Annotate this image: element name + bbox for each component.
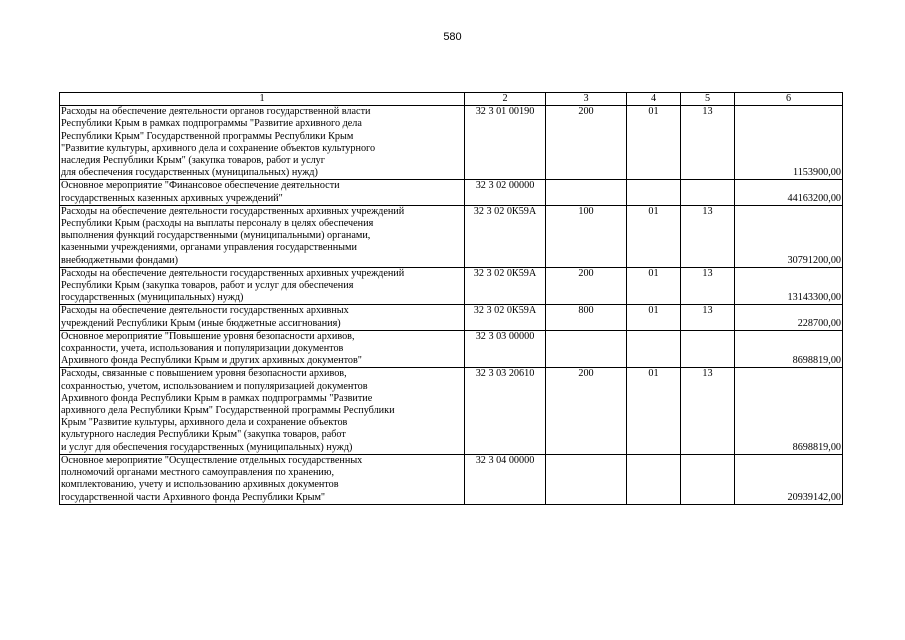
row-section: 01 xyxy=(627,267,681,305)
row-code: 32 3 02 00000 xyxy=(465,180,546,205)
table-row xyxy=(60,454,843,504)
row-code: 32 3 02 0К59А xyxy=(465,305,546,330)
row-description: Расходы, связанные с повышением уровня безопасности архивов, сохранностью, учетом, использованием и популяризацией документов Архивного фонда Республики Крым в рамках подпрограммы "Развитие архивного дела Республики Крым" Государственной программы Республики Крым "Развитие культуры, архивного дела и сохранение объектов культурного наследия Республики Крым" (закупка товаров, работ и услуг для обеспечения государственных (муниципальных) нужд) xyxy=(60,368,465,454)
table-row xyxy=(60,180,843,205)
row-description: Расходы на обеспечение деятельности органов государственной власти Республики Крым в рамках подпрограммы "Развитие архивного дела Республики Крым" Государственной программы Республики Крым "Развитие культуры, архивного дела и сохранение объектов культурного наследия Республики Крым" (закупка товаров, работ и услуг для обеспечения государственных (муниципальных) нужд) xyxy=(60,106,465,180)
row-code: 32 3 04 00000 xyxy=(465,454,546,504)
row-code: 32 3 03 00000 xyxy=(465,330,546,368)
row-amount: 1153900,00 xyxy=(735,106,843,180)
table-row xyxy=(60,106,843,180)
row-section xyxy=(627,454,681,504)
row-expense-type: 800 xyxy=(546,305,627,330)
row-description: Основное мероприятие "Финансовое обеспечение деятельности государственных казенных архивных учреждений" xyxy=(60,180,465,205)
row-subsection xyxy=(681,454,735,504)
row-amount: 228700,00 xyxy=(735,305,843,330)
row-section: 01 xyxy=(627,205,681,267)
row-expense-type: 200 xyxy=(546,267,627,305)
row-description: Основное мероприятие "Повышение уровня безопасности архивов, сохранности, учета, использования и популяризации документов Архивного фонда Республики Крым и других архивных документов" xyxy=(60,330,465,368)
row-amount: 8698819,00 xyxy=(735,330,843,368)
row-section: 01 xyxy=(627,106,681,180)
row-description: Расходы на обеспечение деятельности государственных архивных учреждений Республики Крым (закупка товаров, работ и услуг для обеспечения государственных (муниципальных) нужд) xyxy=(60,267,465,305)
table-row xyxy=(60,305,843,330)
row-subsection xyxy=(681,330,735,368)
header-col-6: 6 xyxy=(735,93,843,106)
row-description: Основное мероприятие "Осуществление отдельных государственных полномочий органами местного самоуправления по хранению, комплектованию, учету и использованию архивных документов государственной части Архивного фонда Республики Крым" xyxy=(60,454,465,504)
header-col-4: 4 xyxy=(627,93,681,106)
row-description: Расходы на обеспечение деятельности государственных архивных учреждений Республики Крым (иные бюджетные ассигнования) xyxy=(60,305,465,330)
table-row xyxy=(60,330,843,368)
budget-table xyxy=(59,92,843,505)
row-expense-type: 200 xyxy=(546,106,627,180)
row-code: 32 3 03 20610 xyxy=(465,368,546,454)
header-col-2: 2 xyxy=(465,93,546,106)
row-subsection: 13 xyxy=(681,305,735,330)
row-amount: 30791200,00 xyxy=(735,205,843,267)
row-expense-type xyxy=(546,180,627,205)
table-header-row xyxy=(60,93,843,106)
row-code: 32 3 02 0К59А xyxy=(465,267,546,305)
row-section: 01 xyxy=(627,305,681,330)
row-description: Расходы на обеспечение деятельности государственных архивных учреждений Республики Крым (расходы на выплаты персоналу в целях обеспечения выполнения функций государственными (муниципальными) органами, казенными учреждениями, органами управления государственными внебюджетными фондами) xyxy=(60,205,465,267)
header-col-3: 3 xyxy=(546,93,627,106)
row-subsection: 13 xyxy=(681,205,735,267)
row-expense-type: 100 xyxy=(546,205,627,267)
row-expense-type xyxy=(546,454,627,504)
table-row xyxy=(60,267,843,305)
row-amount: 20939142,00 xyxy=(735,454,843,504)
row-expense-type xyxy=(546,330,627,368)
header-col-5: 5 xyxy=(681,93,735,106)
row-section xyxy=(627,330,681,368)
row-code: 32 3 01 00190 xyxy=(465,106,546,180)
row-amount: 8698819,00 xyxy=(735,368,843,454)
row-subsection: 13 xyxy=(681,106,735,180)
row-section: 01 xyxy=(627,368,681,454)
header-col-1: 1 xyxy=(60,93,465,106)
row-amount: 13143300,00 xyxy=(735,267,843,305)
table-row xyxy=(60,205,843,267)
table-row xyxy=(60,368,843,454)
row-amount: 44163200,00 xyxy=(735,180,843,205)
row-expense-type: 200 xyxy=(546,368,627,454)
row-section xyxy=(627,180,681,205)
row-code: 32 3 02 0К59А xyxy=(465,205,546,267)
row-subsection: 13 xyxy=(681,267,735,305)
row-subsection xyxy=(681,180,735,205)
page-number: 580 xyxy=(443,31,462,43)
row-subsection: 13 xyxy=(681,368,735,454)
